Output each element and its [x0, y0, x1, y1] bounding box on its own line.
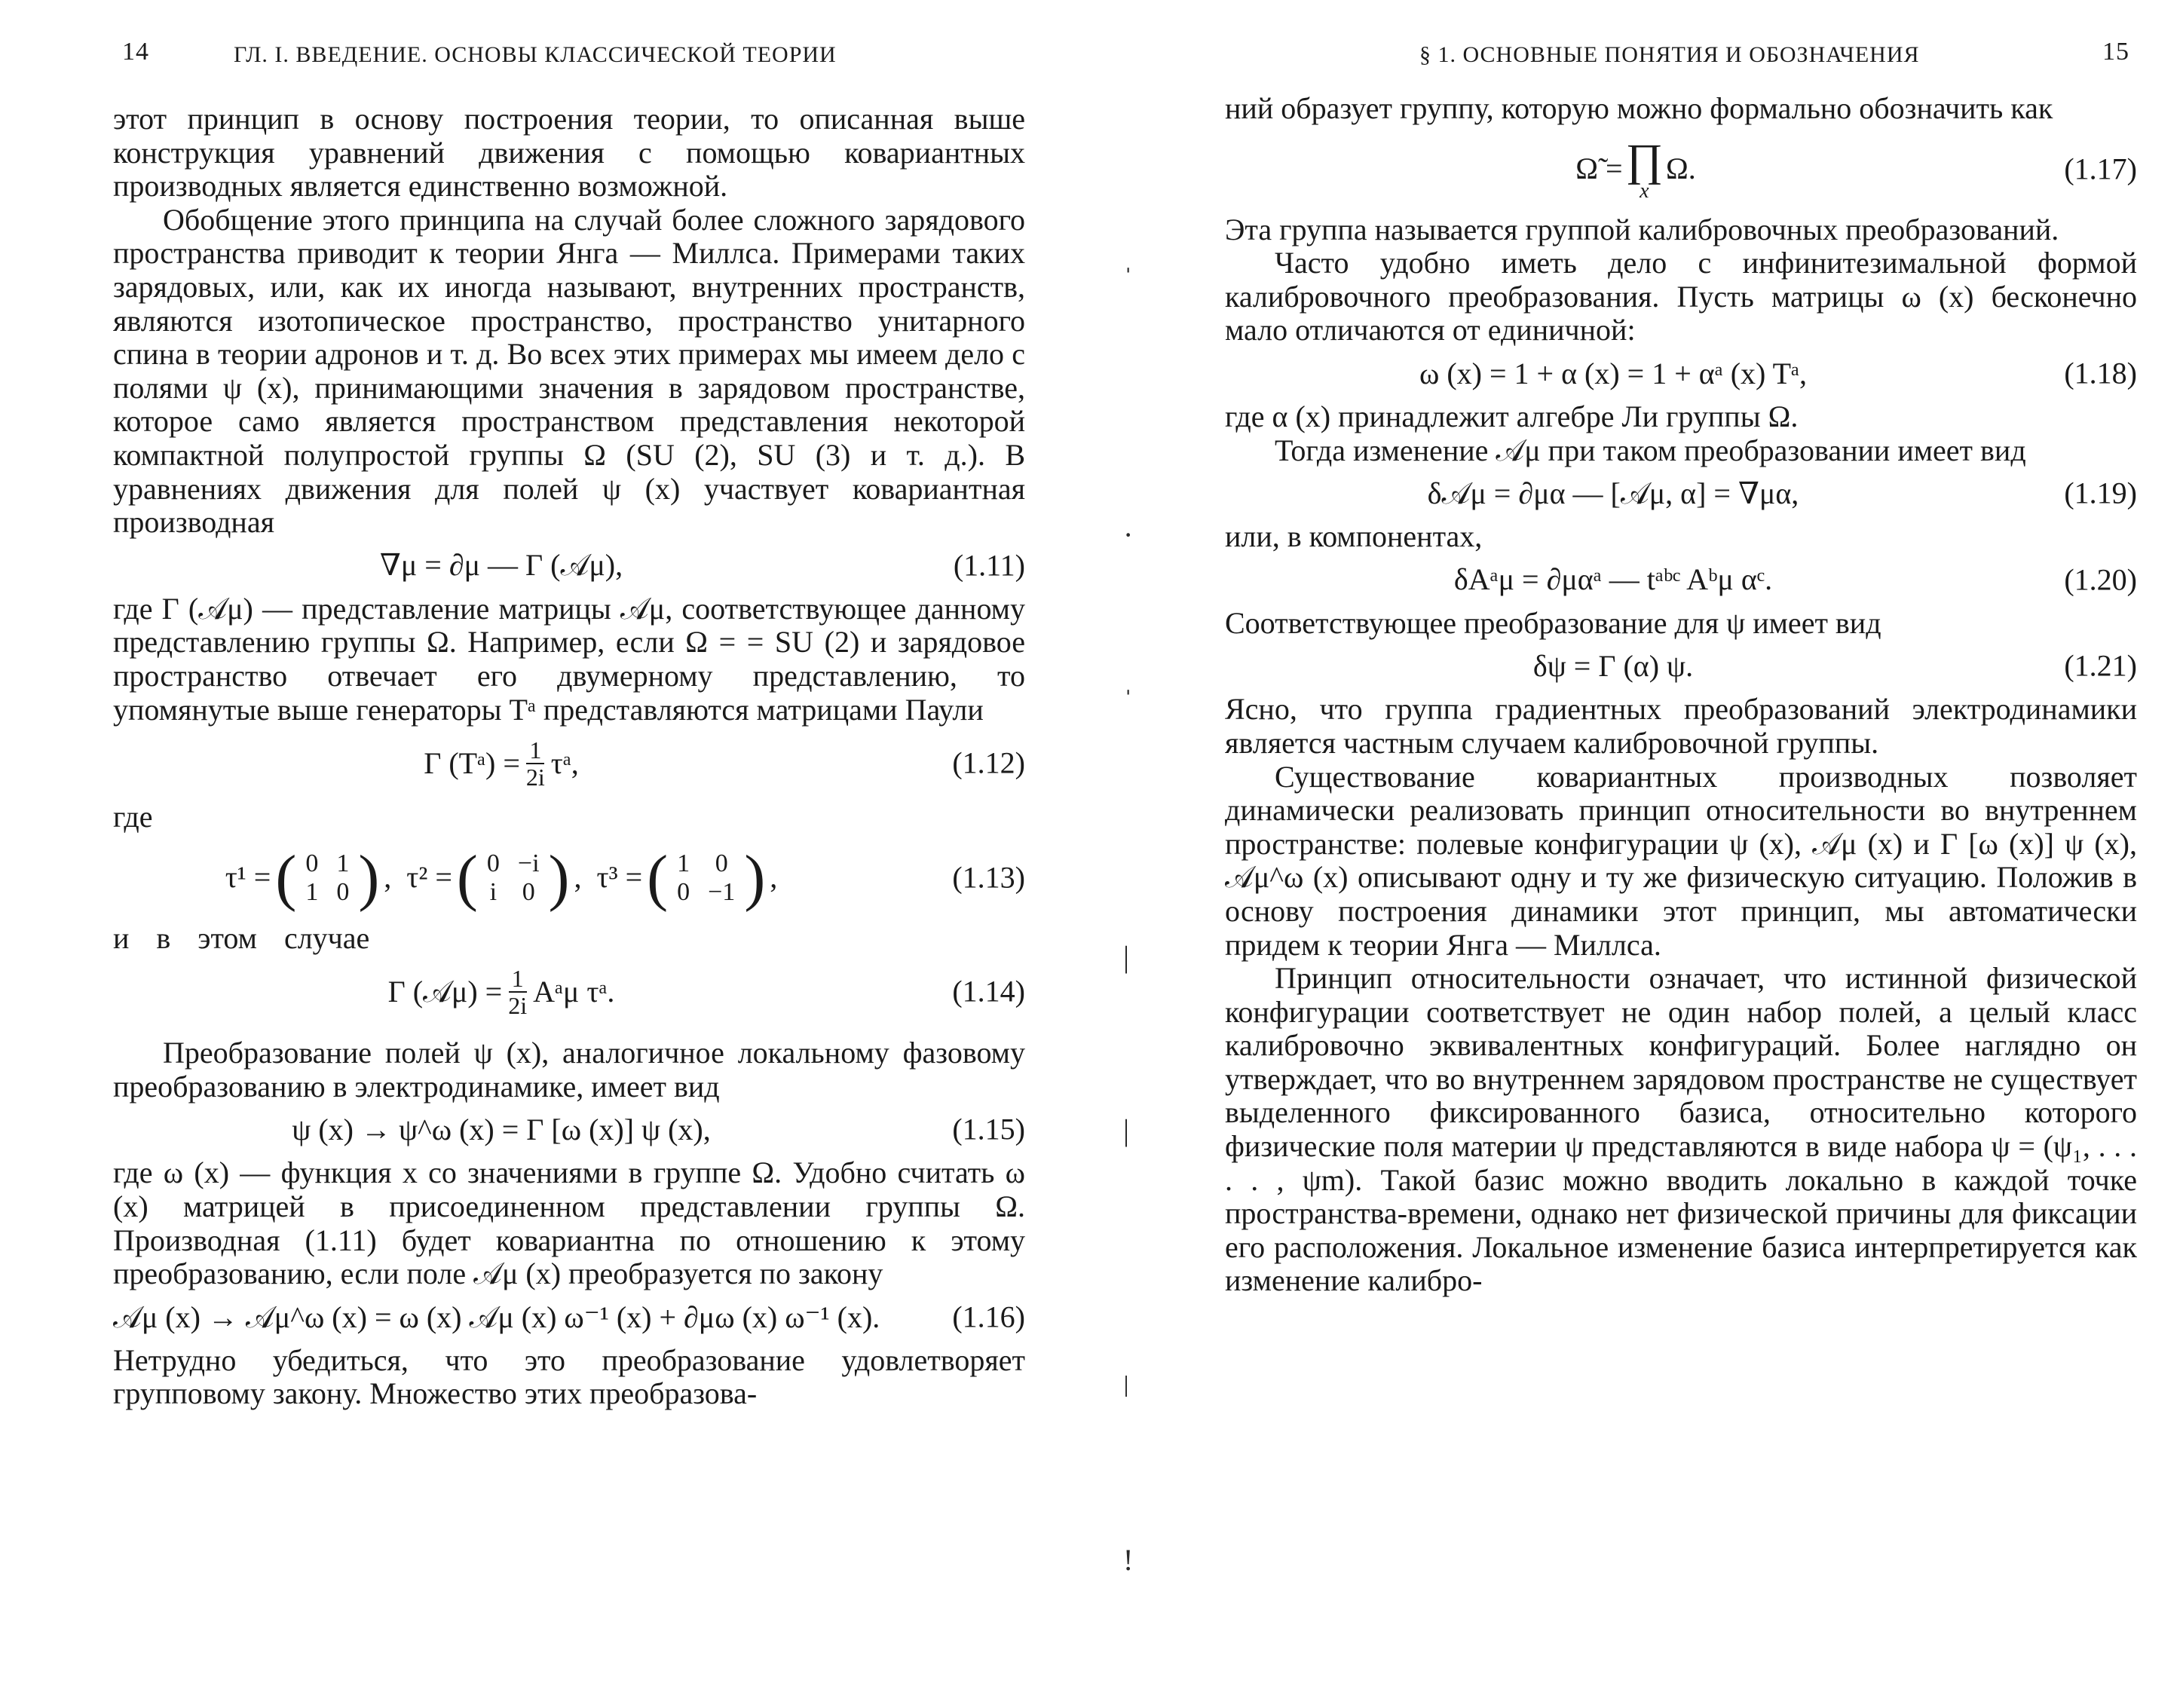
left-running-header — [113, 38, 1025, 71]
numerator: 1 — [509, 966, 527, 993]
paragraph: Ясно, что группа градиентных преобразований электродинамики является частным случаем калибровочной группы. — [1225, 692, 2137, 760]
left-page-number: 14 — [122, 38, 149, 66]
paragraph: Эта группа называется группой калибровочных преобразований. — [1225, 212, 2059, 246]
equation-body: ∇μ = ∂μ — Γ (𝒜μ), — [379, 548, 623, 583]
equation-number: (1.18) — [2064, 356, 2137, 390]
eq-lhs: Ω̃ = — [1575, 152, 1623, 186]
label-where: где — [113, 800, 153, 834]
equation-body — [1225, 130, 2047, 209]
denominator: 2i — [508, 992, 528, 1020]
pauli-matrix-1: ( 0 1 1 0 ) — [275, 842, 380, 913]
equation-1-17 — [1225, 130, 2137, 209]
equation-number: (1.13) — [952, 860, 1025, 895]
equation-body — [113, 731, 889, 796]
tau2-label: τ² = — [406, 860, 452, 895]
pauli-matrix-2: ( 0 −i i 0 ) — [456, 842, 570, 913]
equation-1-21 — [1225, 644, 2137, 688]
equation-number: (1.20) — [2064, 562, 2137, 597]
paragraph: где α (x) принадлежит алгебре Ли группы Ω. — [1225, 399, 1799, 433]
eq-rhs: τᵃ, — [550, 745, 579, 780]
scan-mark: ˈ — [1123, 684, 1134, 718]
scan-mark: | — [1123, 1113, 1130, 1147]
paragraph: ний образует группу, которую можно формально обозначить как — [1225, 91, 2053, 125]
equation-number: (1.11) — [953, 548, 1025, 583]
equation-1-20 — [1225, 559, 2137, 602]
fraction — [505, 966, 530, 1018]
right-running-header — [1225, 38, 2137, 71]
equation-number: (1.16) — [952, 1299, 1025, 1334]
scan-mark: ǀ — [1123, 1370, 1130, 1403]
product-operator — [1625, 134, 1663, 203]
scan-mark: ˈ — [1123, 262, 1134, 295]
paragraph: Обобщение этого принципа на случай более сложного зарядового пространства приводит к теории Янга — Миллса. Примерами таких зарядовых, или, как их иногда называют, внутренних пространств, являются изотопическое пространство, пространство унитарного спина в теории адронов и т. д. Во всех этих примерах мы имеем дело с полями ψ (x), принимающими значения в зарядовом пространстве, которое само является пространством представления некоторой компактной полупростой группы Ω (SU (2), SU (3) и т. д.). В уравнениях движения для полей ψ (x) участвует ковариантная производная — [113, 202, 1025, 540]
equation-number: (1.21) — [2064, 649, 2137, 684]
equation-1-12 — [113, 731, 1025, 796]
paragraph: где Γ (𝒜μ) — представление матрицы 𝒜μ, соответствующее данному представлению группы Ω. Например, если Ω = = SU (2) и зарядовое пространство отвечает его двумерному представлению, то упомянутые выше генераторы Tᵃ представляются матрицами Паули — [113, 591, 1025, 727]
paragraph: где ω (x) — функция x со значениями в группе Ω. Удобно считать ω (x) матрицей в присоединенном представлении группы Ω. Производная (1.11) будет ковариантна по отношению к этому преобразованию, если поле 𝒜μ (x) преобразуется по закону — [113, 1156, 1025, 1291]
left-page — [113, 0, 1025, 1708]
eq-lhs: Γ (𝒜μ) = — [387, 974, 503, 1009]
equation-body: ω (x) = 1 + α (x) = 1 + αᵃ (x) Tᵃ, — [1419, 356, 1807, 390]
equation-1-11 — [113, 544, 1025, 588]
equation-1-18 — [1225, 352, 2137, 396]
equation-1-14 — [113, 960, 1025, 1024]
equation-body: ψ (x) → ψ^ω (x) = Γ [ω (x)] ψ (x), — [292, 1113, 711, 1147]
paragraph: Преобразование полей ψ (x), аналогичное локальному фазовому преобразованию в электродинамике, имеет вид — [113, 1036, 1025, 1103]
right-text-column — [1225, 92, 2137, 1298]
product-symbol: ∏ — [1625, 134, 1663, 185]
pauli-matrix-3: ( 1 0 0 −1 ) — [647, 842, 766, 913]
equation-body: δψ = Γ (α) ψ. — [1532, 649, 1694, 684]
equation-1-19 — [1225, 472, 2137, 516]
tau1-label: τ¹ = — [225, 860, 271, 895]
eq-rhs: Aᵃμ τᵃ. — [533, 974, 615, 1009]
equation-number: (1.14) — [952, 974, 1025, 1009]
equation-1-13 — [113, 839, 1025, 917]
scan-mark: ! — [1123, 1543, 1134, 1577]
right-page — [1225, 0, 2137, 1708]
product-subscript: x — [1640, 179, 1649, 203]
equation-number: (1.12) — [952, 745, 1025, 780]
equation-body: δAᵃμ = ∂μαᵃ — tᵃᵇᶜ Aᵇμ αᶜ. — [1453, 562, 1773, 597]
equation-body: 𝒜μ (x) → 𝒜μ^ω (x) = ω (x) 𝒜μ (x) ω⁻¹ (x) + ∂μω (x) ω⁻¹ (x). — [113, 1299, 880, 1334]
equation-body: τ¹ = ( 0 1 1 0 ) , τ² = ( 0 −i i 0 ) , τ³ = ( 1 0 0 −1 ) , — [225, 842, 778, 913]
right-page-number: 15 — [2102, 38, 2129, 66]
paragraph: этот принцип в основу построения теории, то описанная выше конструкция уравнений движения с помощью ковариантных производных является единственно возможной. — [113, 102, 1025, 204]
left-running-head-title: ГЛ. I. ВВЕДЕНИЕ. ОСНОВЫ КЛАССИЧЕСКОЙ ТЕОРИИ — [234, 42, 837, 67]
equation-body — [113, 960, 889, 1024]
paragraph: Соответствующее преобразование для ψ имеет вид — [1225, 605, 1881, 640]
label-case: и в этом случае — [113, 920, 370, 955]
equation-number: (1.17) — [2064, 152, 2137, 186]
equation-body: δ𝒜μ = ∂μα — [𝒜μ, α] = ∇μα, — [1427, 476, 1799, 510]
paragraph: Нетрудно убедиться, что это преобразование удовлетворяет групповому закону. Множество этих преобразова- — [113, 1342, 1025, 1411]
label-components: или, в компонентах, — [1225, 519, 1483, 554]
denominator: 2i — [525, 764, 545, 791]
paragraph: Существование ковариантных производных позволяет динамически реализовать принцип относительности во внутреннем пространстве: полевые конфигурации ψ (x), 𝒜μ (x) и Γ [ω (x)] ψ (x), 𝒜μ^ω (x) описывают одну и ту же физическую ситуацию. Положив в основу построения динамики этот принцип, мы автоматически придем к теории Янга — Миллса. — [1225, 759, 2137, 962]
tau3-label: τ³ = — [596, 860, 643, 895]
fraction — [523, 737, 548, 790]
scan-mark: | — [1123, 940, 1130, 974]
equation-number: (1.15) — [952, 1113, 1025, 1147]
equation-1-16 — [113, 1296, 1025, 1339]
numerator: 1 — [526, 737, 544, 764]
right-running-head-title: § 1. ОСНОВНЫЕ ПОНЯТИЯ И ОБОЗНАЧЕНИЯ — [1419, 42, 1920, 67]
scan-mark: · — [1123, 518, 1134, 552]
equation-1-15 — [113, 1108, 1025, 1152]
left-text-column — [113, 103, 1025, 1411]
eq-lhs: Γ (Tᵃ) = — [424, 745, 520, 780]
paragraph: Часто удобно иметь дело с инфинитезимальной формой калибровочного преобразования. Пусть матрицы ω (x) бесконечно мало отличаются от единичной: — [1225, 246, 2137, 347]
paragraph: Принцип относительности означает, что истинной физической конфигурации соответствует не один набор полей, а целый класс калибровочно эквивалентных конфигураций. Более наглядно он утверждает, что во внутреннем зарядовом пространстве не существует выделенного фиксированного базиса, относительно которого физические поля материи ψ представляются в виде набора ψ = (ψ₁, . . . . . , ψm). Такой базис можно вводить локально в каждой точке пространства-времени, однако нет физической причины для фиксации его расположения. Локальное изменение базиса интерпретируется как изменение калибро- — [1225, 961, 2137, 1298]
equation-number: (1.19) — [2064, 476, 2137, 510]
eq-rhs: Ω. — [1665, 152, 1696, 186]
paragraph: Тогда изменение 𝒜μ при таком преобразовании имеет вид — [1275, 433, 2026, 467]
